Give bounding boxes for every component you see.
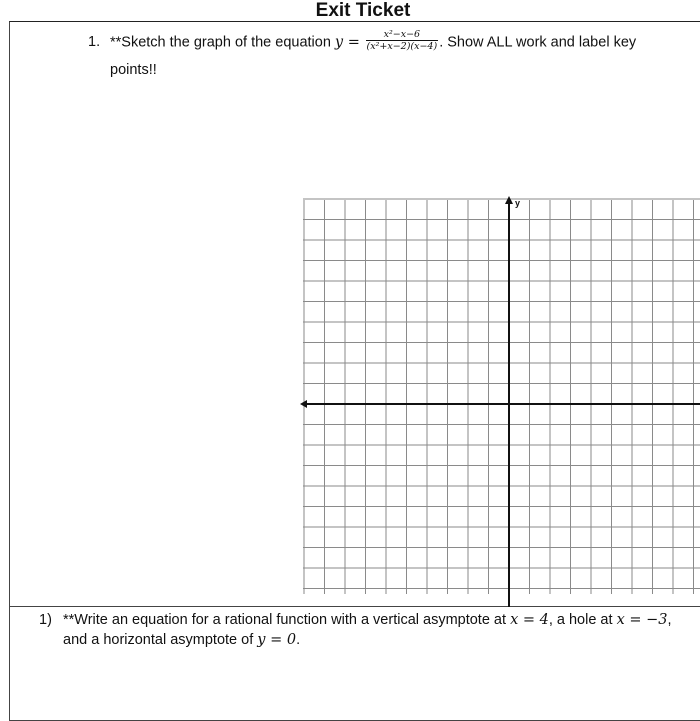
question-2-text-mid: , a hole at: [548, 612, 617, 628]
question-2-line2-after: .: [296, 632, 301, 648]
question-1-number: 1.: [88, 34, 101, 51]
question-2-text-after: ,: [667, 612, 672, 628]
question-2-continuation: [63, 631, 300, 649]
question-1-prefix: **Sketch the graph of the equation: [110, 34, 335, 51]
question-2-line2-before: and a horizontal asymptote of: [63, 632, 258, 648]
fraction-denominator: (x²+x−2)(x−4): [366, 41, 438, 52]
vertical-asymptote-expr: x = 4: [510, 612, 549, 628]
question-1-suffix: . Show ALL work and label key: [439, 34, 637, 51]
question-2-number: 1): [39, 612, 52, 628]
horizontal-asymptote-expr: y = 0: [257, 632, 297, 648]
grid-lines: [303, 199, 700, 594]
question-1-variable: y: [334, 34, 344, 51]
question-1-continuation: points!!: [110, 62, 157, 78]
question-2-text-before: **Write an equation for a rational function with a vertical asymptote at: [63, 612, 511, 628]
y-axis-up-arrow: [505, 196, 513, 204]
fraction-numerator: x²−x−6: [366, 29, 439, 41]
question-2: [39, 611, 672, 629]
page-title: Exit Ticket: [315, 0, 411, 21]
hole-expr: x = −3: [616, 612, 668, 628]
question-1-equals: =: [343, 34, 365, 51]
y-axis-label: y: [515, 198, 521, 208]
